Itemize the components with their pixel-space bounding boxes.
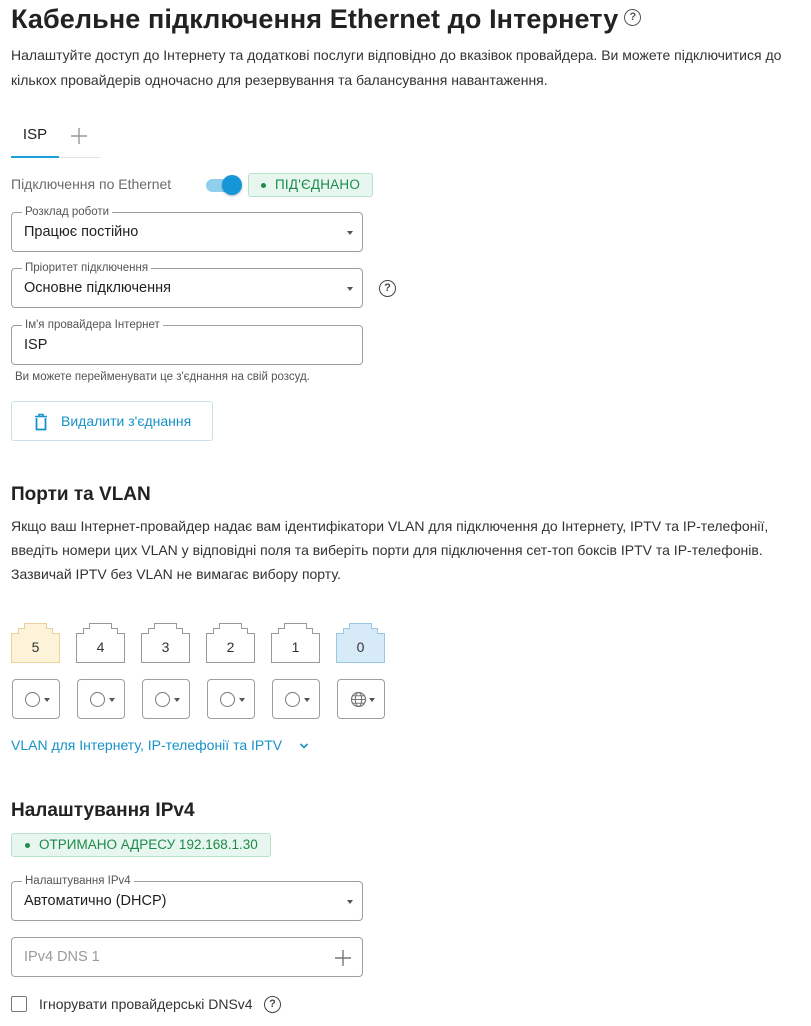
page-title — [11, 4, 641, 35]
ipv4-dns1-placeholder: IPv4 DNS 1 — [24, 949, 100, 965]
isp-tabs — [11, 120, 100, 158]
connection-status-badge — [248, 173, 373, 197]
port-number: 4 — [96, 639, 105, 655]
caret-down-icon — [174, 698, 180, 702]
ipv4-status-text: ОТРИМАНО АДРЕСУ 192.168.1.30 — [39, 837, 258, 852]
ignore-dns-label: Ігнорувати провайдерські DNSv4 — [39, 996, 253, 1012]
plus-icon — [67, 124, 91, 148]
port-mode-select-0[interactable] — [337, 679, 385, 719]
ipv4-mode-label: Налаштування IPv4 — [22, 874, 134, 888]
vlan-toggle-link[interactable] — [11, 737, 309, 753]
add-tab-button[interactable] — [67, 124, 91, 148]
provider-name-value: ISP — [24, 337, 48, 353]
ipv4-dns1-field[interactable] — [11, 937, 363, 977]
ipv4-mode-value: Автоматично (DHCP) — [24, 893, 167, 909]
ethernet-toggle[interactable] — [206, 175, 242, 195]
caret-down-icon — [347, 287, 353, 291]
port-2[interactable] — [206, 621, 255, 663]
schedule-value: Працює постійно — [24, 224, 139, 240]
ports-description: Якщо ваш Інтернет-провайдер надає вам ідентифікатори VLAN для підключення до Інтернету, IPTV та IP-телефонії, введіть номери цих VLAN у відповідні поля та виберіть порти для підключення сет-топ боксів IPTV та IP-телефонів. Зазвичай IPTV без VLAN не вимагає вибору порту. — [11, 518, 769, 582]
circle-icon — [220, 692, 235, 707]
port-mode-select-4[interactable] — [77, 679, 125, 719]
priority-select[interactable] — [11, 262, 363, 308]
ethernet-label: Підключення по Ethernet — [11, 176, 172, 192]
port-3[interactable] — [141, 621, 190, 663]
ipv4-mode-select[interactable] — [11, 875, 363, 921]
help-icon[interactable]: ? — [624, 9, 641, 26]
priority-label: Пріоритет підключення — [22, 261, 151, 275]
tab-isp[interactable]: ISP — [11, 120, 59, 158]
globe-icon — [350, 691, 367, 708]
port-number: 5 — [31, 639, 40, 655]
port-mode-select-2[interactable] — [207, 679, 255, 719]
status-dot-icon — [261, 183, 266, 188]
vlan-link-text: VLAN для Інтернету, IP-телефонії та IPTV — [11, 737, 283, 753]
delete-connection-button[interactable] — [11, 401, 213, 441]
port-4[interactable] — [76, 621, 125, 663]
page-description: Налаштуйте доступ до Інтернету та додаткові послуги відповідно до вказівок провайдера. Ви можете підключитися до кількох провайдерів одночасно для резервування та балансування навантаження. — [11, 47, 782, 88]
port-number: 2 — [226, 639, 235, 655]
port-mode-select-5[interactable] — [12, 679, 60, 719]
trash-icon — [34, 413, 48, 431]
port-1[interactable] — [271, 621, 320, 663]
caret-down-icon — [347, 231, 353, 235]
caret-down-icon — [44, 698, 50, 702]
toggle-knob — [222, 175, 242, 195]
provider-name-hint: Ви можете перейменувати це з'єднання на свій розсуд. — [15, 371, 310, 383]
schedule-label: Розклад роботи — [22, 205, 112, 219]
port-number: 0 — [356, 639, 365, 655]
ipv4-status-badge — [11, 833, 271, 857]
port-number: 1 — [291, 639, 300, 655]
caret-down-icon — [369, 698, 375, 702]
circle-icon — [285, 692, 300, 707]
circle-icon — [155, 692, 170, 707]
provider-name-field[interactable] — [11, 319, 363, 365]
schedule-select[interactable] — [11, 206, 363, 252]
ignore-dns-help-icon[interactable]: ? — [264, 996, 281, 1013]
circle-icon — [25, 692, 40, 707]
caret-down-icon — [109, 698, 115, 702]
page-title-text: Кабельне підключення Ethernet до Інтернету — [11, 4, 619, 34]
ignore-dns-checkbox[interactable] — [11, 996, 27, 1012]
plus-icon[interactable] — [334, 949, 352, 967]
ipv4-section-title: Налаштування IPv4 — [11, 800, 195, 821]
caret-down-icon — [239, 698, 245, 702]
caret-down-icon — [304, 698, 310, 702]
delete-connection-label: Видалити з'єднання — [61, 413, 192, 429]
port-0[interactable] — [336, 621, 385, 663]
ports-section-title: Порти та VLAN — [11, 484, 151, 505]
priority-help-icon[interactable]: ? — [379, 280, 396, 297]
chevron-down-icon — [299, 742, 309, 750]
status-text: ПІД'ЄДНАНО — [275, 177, 361, 192]
port-mode-select-1[interactable] — [272, 679, 320, 719]
priority-value: Основне підключення — [24, 280, 171, 296]
caret-down-icon — [347, 900, 353, 904]
port-5[interactable] — [11, 621, 60, 663]
port-number: 3 — [161, 639, 170, 655]
circle-icon — [90, 692, 105, 707]
status-dot-icon — [25, 843, 30, 848]
port-mode-select-3[interactable] — [142, 679, 190, 719]
provider-name-label: Ім'я провайдера Інтернет — [22, 318, 163, 332]
